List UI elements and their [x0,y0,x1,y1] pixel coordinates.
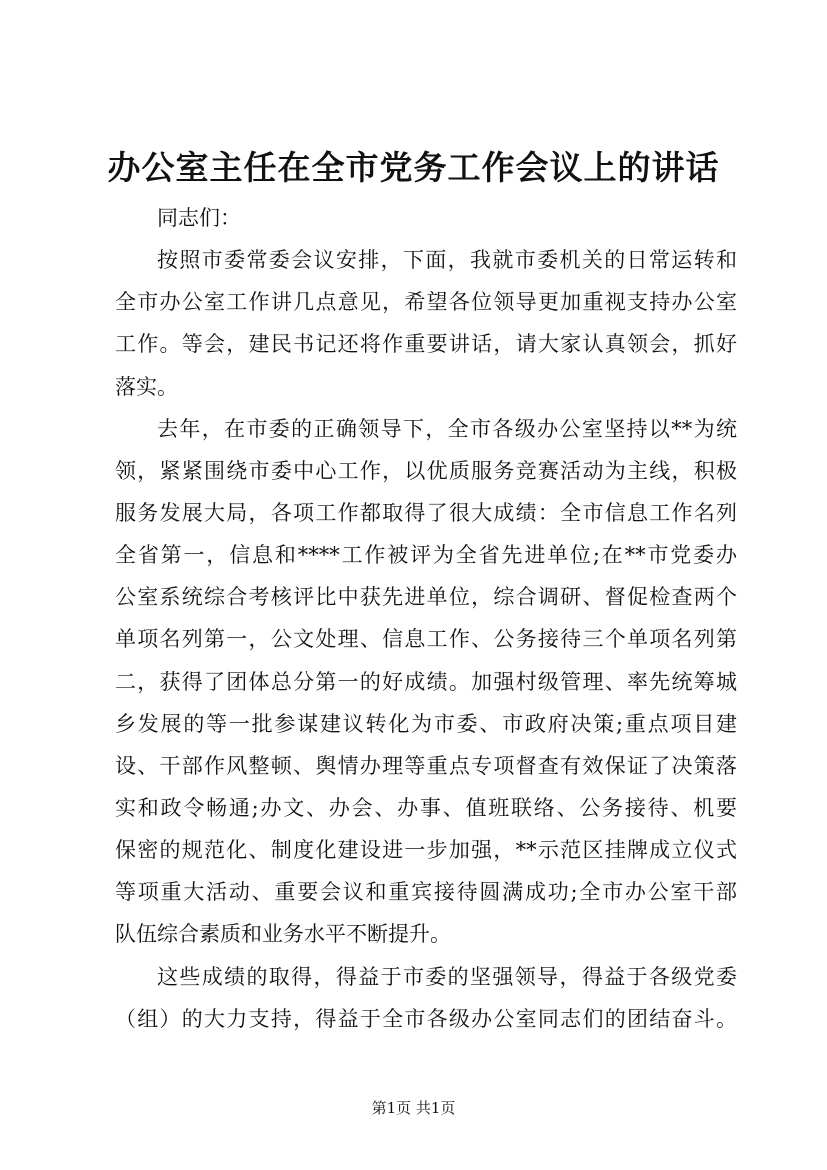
page-footer: 第1页 共1页 [371,1099,456,1117]
body-line: 公室系统综合考核评比中获先进单位，综合调研、督促检查两个 [115,585,737,610]
document-title: 办公室主任在全市党务工作会议上的讲话 [107,148,720,187]
body-line: 乡发展的等一批参谋建议转化为市委、市政府决策;重点项目建 [115,711,737,736]
body-line: 这些成绩的取得，得益于市委的坚强领导，得益于各级党委 [157,964,737,989]
body-line: （组）的大力支持，得益于全市各级办公室同志们的团结奋斗。 [115,1006,737,1031]
body-line: 队伍综合素质和业务水平不断提升。 [115,922,451,947]
body-line: 设、干部作风整顿、舆情办理等重点专项督查有效保证了决策落 [115,753,737,778]
body-line: 二，获得了团体总分第一的好成绩。加强村级管理、率先统筹城 [115,669,737,694]
body-line: 全省第一，信息和****工作被评为全省先进单位;在**市党委办 [115,543,737,568]
body-line: 保密的规范化、制度化建设进一步加强，**示范区挂牌成立仪式 [115,838,737,863]
body-line: 领，紧紧围绕市委中心工作，以优质服务竞赛活动为主线，积极 [115,458,737,483]
body-lines [115,239,737,1040]
body-line: 落实。 [115,374,178,399]
body-line: 按照市委常委会议安排，下面，我就市委机关的日常运转和 [157,248,737,273]
body-line: 工作。等会，建民书记还将作重要讲话，请大家认真领会，抓好 [115,332,737,357]
body-line: 实和政令畅通;办文、办会、办事、值班联络、公务接待、机要 [115,795,737,820]
body-line: 等项重大活动、重要会议和重宾接待圆满成功;全市办公室干部 [115,880,737,905]
salutation: 同志们： [157,206,241,230]
body-line: 服务发展大局，各项工作都取得了很大成绩：全市信息工作名列 [115,500,737,525]
body-line: 单项名列第一，公文处理、信息工作、公务接待三个单项名列第 [115,627,737,652]
body-line: 去年，在市委的正确领导下，全市各级办公室坚持以**为统 [157,416,737,441]
body-line: 全市办公室工作讲几点意见，希望各位领导更加重视支持办公室 [115,290,737,315]
document-body [115,197,737,1040]
